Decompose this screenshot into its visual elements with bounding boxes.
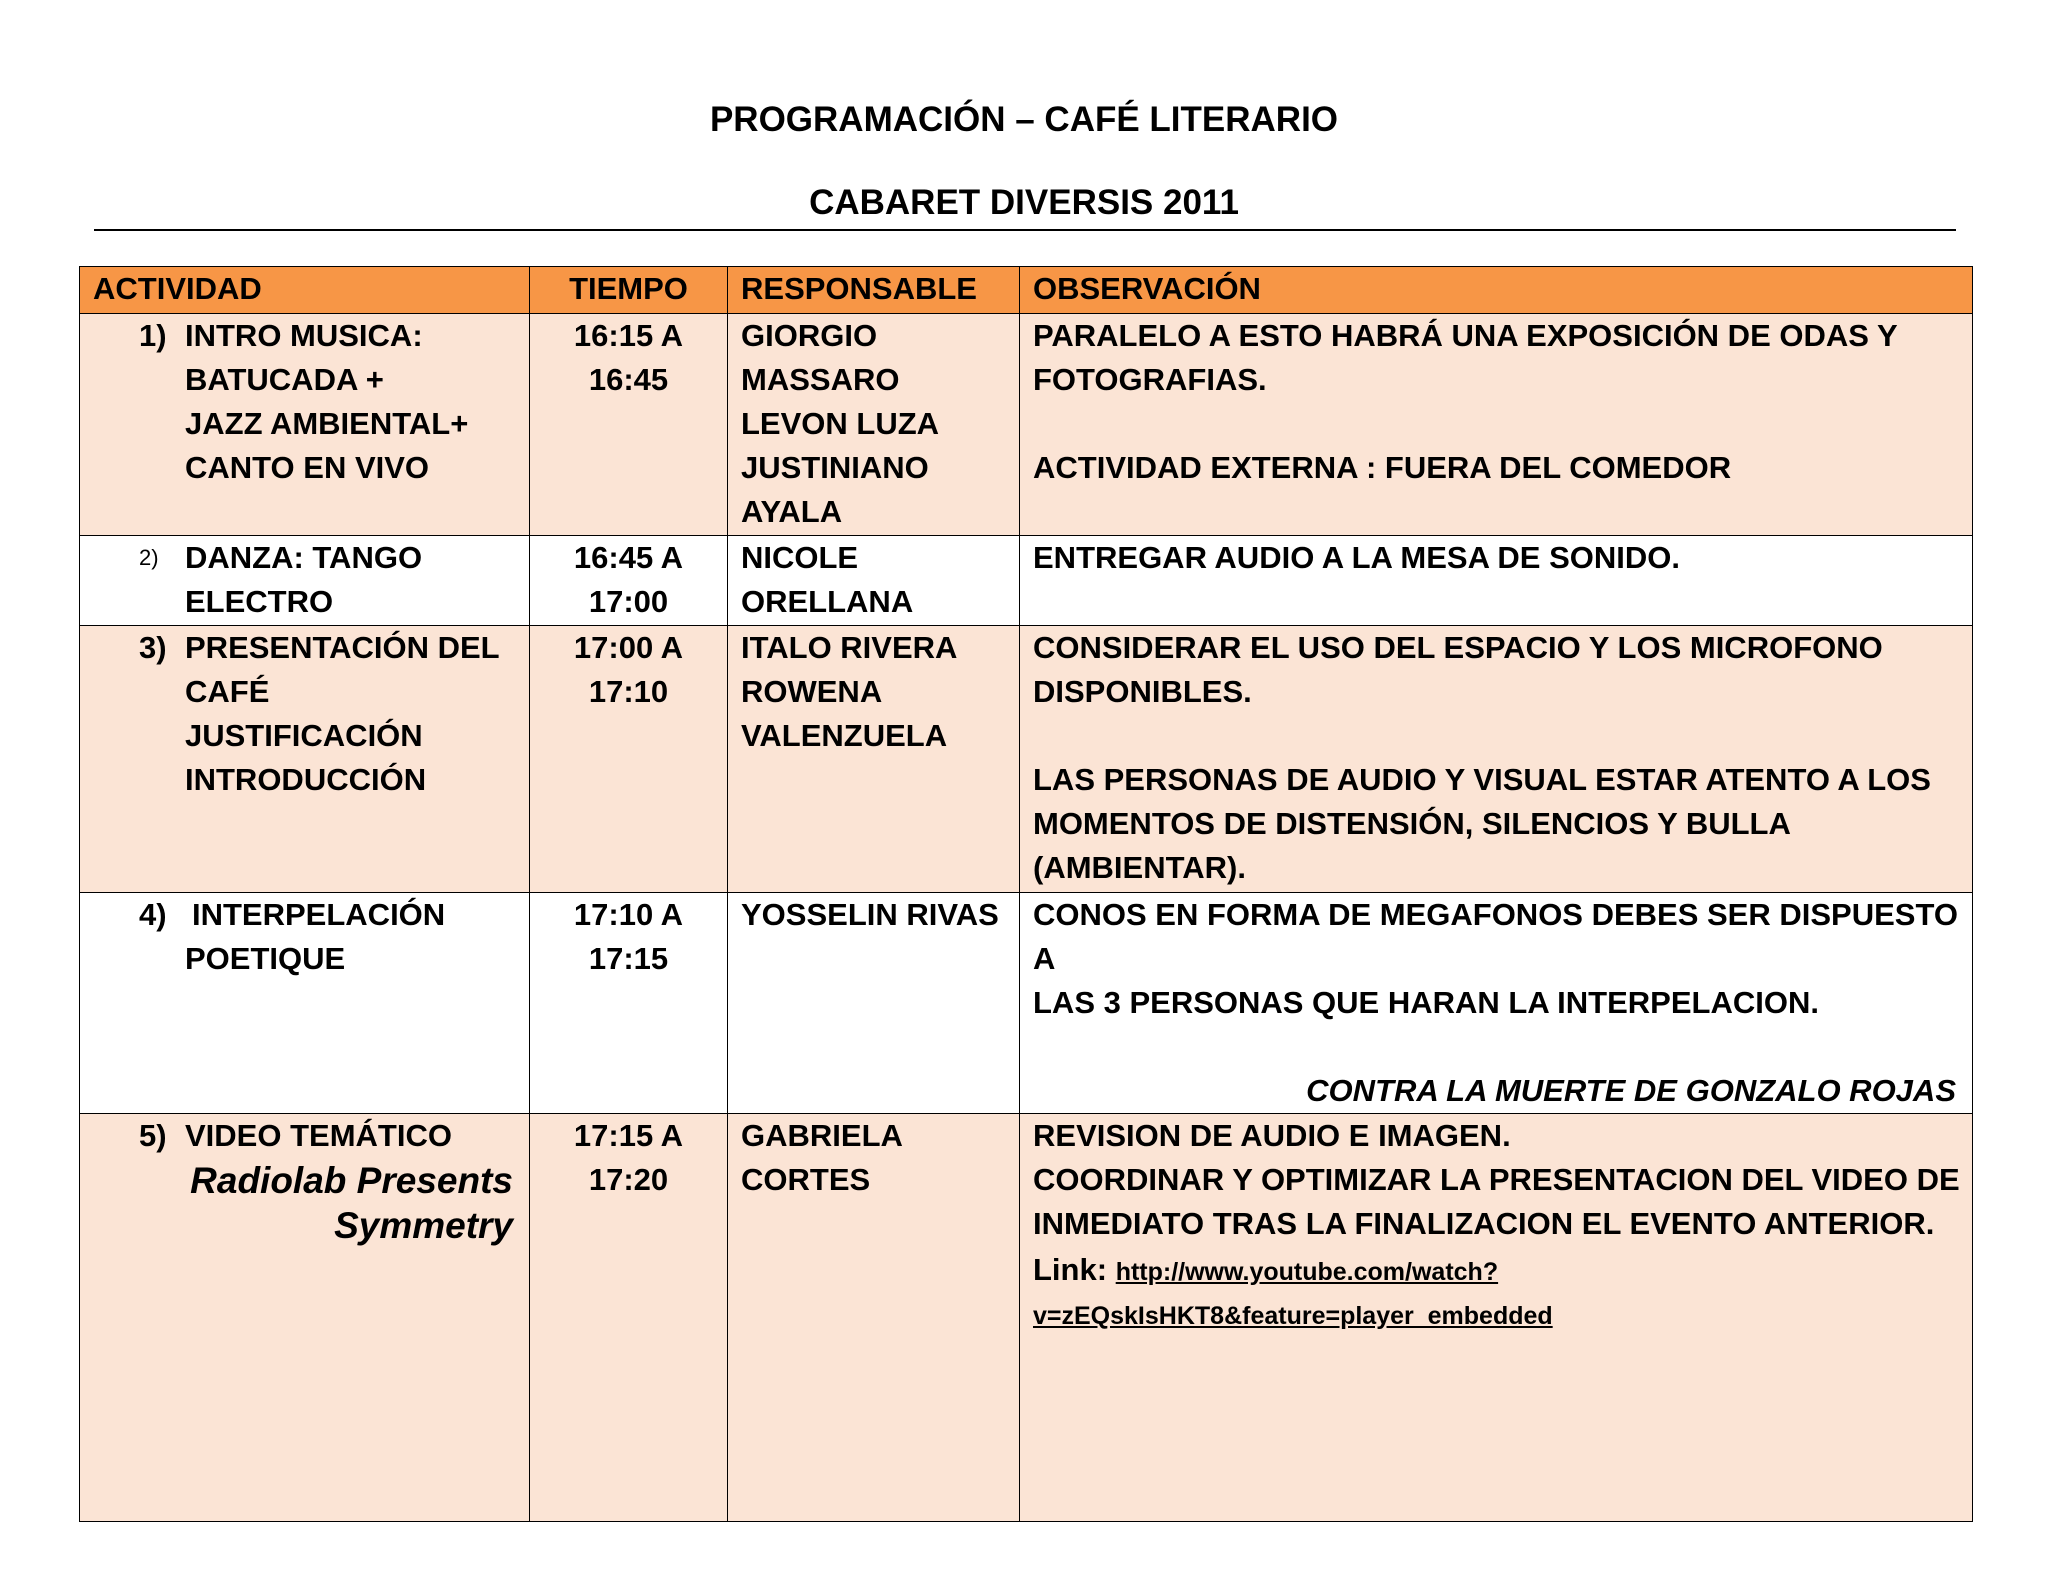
horizontal-rule	[94, 229, 1956, 231]
activity-cell	[80, 893, 530, 1114]
time-start: 16:15 A	[573, 318, 684, 353]
observation-line: DISPONIBLES.	[1033, 674, 1252, 709]
row-number: 3)	[139, 630, 167, 665]
header-observacion: OBSERVACIÓN	[1020, 267, 1973, 314]
time-end: 16:45	[588, 362, 669, 397]
responsible-line: VALENZUELA	[741, 718, 948, 753]
observation-line: REVISION DE AUDIO E IMAGEN.	[1033, 1118, 1511, 1153]
activity-line: VIDEO TEMÁTICO	[185, 1118, 452, 1153]
responsible-line: JUSTINIANO	[741, 450, 929, 485]
time-cell	[530, 1114, 728, 1522]
activity-line: INTRO MUSICA:	[185, 318, 423, 353]
table-row	[80, 626, 1973, 893]
activity-line: DANZA: TANGO	[185, 540, 423, 575]
video-link[interactable]: http://www.youtube.com/watch?	[1115, 1258, 1499, 1286]
activity-line: PRESENTACIÓN DEL	[185, 630, 500, 665]
observation-line: (AMBIENTAR).	[1033, 850, 1246, 885]
table-row	[80, 536, 1973, 626]
activity-line: ELECTRO	[185, 584, 334, 619]
observation-line: MOMENTOS DE DISTENSIÓN, SILENCIOS Y BULLA	[1033, 806, 1791, 841]
observation-cell	[1020, 893, 1973, 1114]
activity-line: CANTO EN VIVO	[185, 450, 430, 485]
responsible-line: CORTES	[741, 1162, 871, 1197]
activity-cell	[80, 536, 530, 626]
activity-cell	[80, 314, 530, 536]
activity-line: JUSTIFICACIÓN	[185, 718, 423, 753]
observation-line: PARALELO A ESTO HABRÁ UNA EXPOSICIÓN DE ODAS Y	[1033, 318, 1898, 353]
responsible-line: ROWENA	[741, 674, 883, 709]
video-title: Radiolab Presents	[190, 1160, 513, 1201]
time-start: 17:15 A	[573, 1118, 684, 1153]
time-start: 16:45 A	[573, 540, 684, 575]
responsible-cell	[728, 1114, 1020, 1522]
table-row	[80, 1114, 1973, 1522]
time-end: 17:20	[588, 1162, 669, 1197]
observation-line: COORDINAR Y OPTIMIZAR LA PRESENTACION DEL VIDEO DE	[1033, 1162, 1960, 1197]
video-link-continued[interactable]: v=zEQskIsHKT8&feature=player_embedded	[1033, 1302, 1553, 1330]
responsible-line: MASSARO	[741, 362, 900, 397]
observation-line: FOTOGRAFIAS.	[1033, 362, 1267, 397]
responsible-line: LEVON LUZA	[741, 406, 940, 441]
responsible-line: GIORGIO	[741, 318, 878, 353]
header-tiempo: TIEMPO	[530, 267, 728, 314]
row-number: 4)	[139, 897, 167, 932]
responsible-line: ITALO RIVERA	[741, 630, 958, 665]
activity-line: POETIQUE	[185, 941, 346, 976]
observation-cell	[1020, 626, 1973, 893]
observation-line: CONSIDERAR EL USO DEL ESPACIO Y LOS MICROFONO	[1033, 630, 1883, 665]
time-start: 17:10 A	[573, 897, 684, 932]
time-end: 17:15	[588, 941, 669, 976]
observation-line: LAS PERSONAS DE AUDIO Y VISUAL ESTAR ATENTO A LOS	[1033, 762, 1931, 797]
observation-line: LAS 3 PERSONAS QUE HARAN LA INTERPELACION.	[1033, 985, 1819, 1020]
document-subtitle: CABARET DIVERSIS 2011	[809, 183, 1239, 222]
responsible-cell	[728, 536, 1020, 626]
time-cell	[530, 626, 728, 893]
observation-cell	[1020, 1114, 1973, 1522]
observation-cell	[1020, 314, 1973, 536]
table-header-row	[80, 267, 1973, 314]
observation-cell	[1020, 536, 1973, 626]
activity-line: INTRODUCCIÓN	[185, 762, 427, 797]
responsible-line: YOSSELIN RIVAS	[741, 897, 999, 932]
document-title: PROGRAMACIÓN – CAFÉ LITERARIO	[709, 100, 1339, 139]
responsible-cell	[728, 626, 1020, 893]
time-cell	[530, 314, 728, 536]
observation-line: INMEDIATO TRAS LA FINALIZACION EL EVENTO ANTERIOR.	[1033, 1206, 1935, 1241]
responsible-line: AYALA	[741, 494, 843, 529]
schedule-table	[79, 266, 1973, 1522]
header-responsable: RESPONSABLE	[728, 267, 1020, 314]
responsible-line: ORELLANA	[741, 584, 914, 619]
header-actividad: ACTIVIDAD	[80, 267, 530, 314]
observation-line: ENTREGAR AUDIO A LA MESA DE SONIDO.	[1033, 540, 1681, 575]
time-cell	[530, 893, 728, 1114]
row-number: 5)	[139, 1118, 167, 1153]
activity-line: CAFÉ	[185, 674, 270, 709]
activity-cell	[80, 1114, 530, 1522]
link-label: Link:	[1033, 1252, 1108, 1287]
observation-line: ACTIVIDAD EXTERNA : FUERA DEL COMEDOR	[1033, 450, 1732, 485]
video-title: Symmetry	[334, 1205, 513, 1246]
responsible-cell	[728, 893, 1020, 1114]
observation-line: CONOS EN FORMA DE MEGAFONOS DEBES SER DISPUESTO A	[1033, 897, 1958, 976]
time-end: 17:00	[588, 584, 669, 619]
responsible-line: GABRIELA	[741, 1118, 903, 1153]
time-end: 17:10	[588, 674, 669, 709]
activity-line: INTERPELACIÓN	[192, 897, 446, 932]
poem-reference: CONTRA LA MUERTE DE GONZALO ROJAS	[1306, 1073, 1956, 1108]
table-row	[80, 893, 1973, 1114]
activity-line: BATUCADA +	[185, 362, 384, 397]
table-row	[80, 314, 1973, 536]
responsible-line: NICOLE	[741, 540, 859, 575]
time-cell	[530, 536, 728, 626]
activity-line: JAZZ AMBIENTAL+	[185, 406, 469, 441]
responsible-cell	[728, 314, 1020, 536]
activity-cell	[80, 626, 530, 893]
time-start: 17:00 A	[573, 630, 684, 665]
row-number: 2)	[139, 545, 159, 570]
row-number: 1)	[139, 318, 167, 353]
